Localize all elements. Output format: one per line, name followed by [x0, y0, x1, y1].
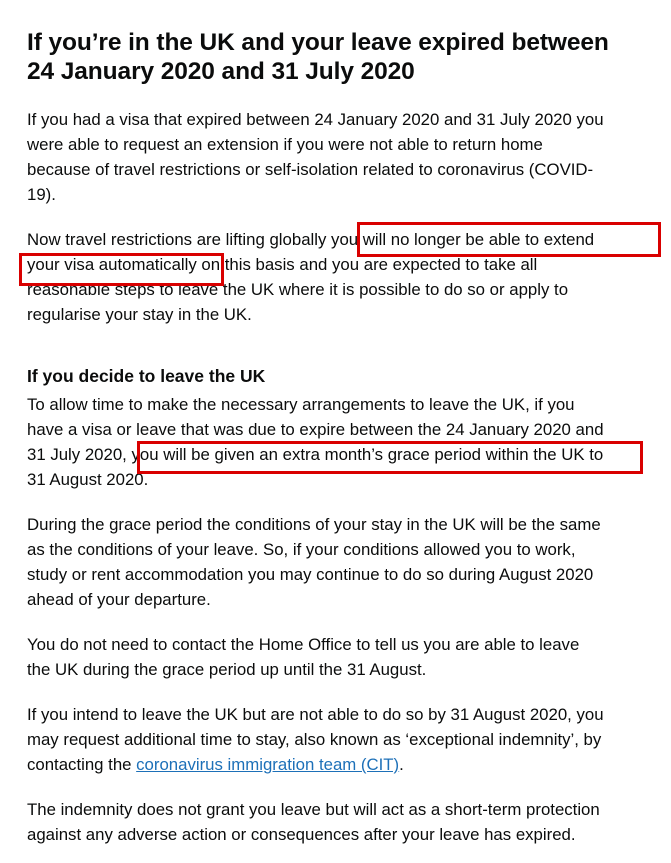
paragraph-grace-period	[27, 392, 657, 492]
highlighted-phrase-visa-automatically: your visa automatically	[27, 255, 197, 274]
text-line: 31 August 2020.	[27, 470, 149, 489]
text-line: study or rent accommodation you may continue to do so during August 2020	[27, 565, 594, 584]
text-line: .	[399, 755, 404, 774]
paragraph-no-contact-needed	[27, 632, 657, 682]
paragraph-travel-restrictions	[27, 227, 657, 327]
text-line: have a visa or leave that was due to expire between the 24 January 2020 and	[27, 420, 604, 439]
title-line-1: If you’re in the UK and your leave expired between	[27, 29, 609, 56]
article-content	[27, 28, 657, 847]
text-line: were able to request an extension if you were not able to return home	[27, 135, 543, 154]
page-title	[27, 28, 657, 86]
title-line-2: 24 January 2020 and 31 July 2020	[27, 58, 415, 85]
text-line: may request additional time to stay, also known as ‘exceptional indemnity’, by	[27, 730, 602, 749]
text-line: reasonable steps to leave the UK where it is possible to do so or apply to	[27, 280, 569, 299]
paragraph-indemnity-protection	[27, 797, 657, 847]
text-line: because of travel restrictions or self-isolation related to coronavirus (COVID-	[27, 160, 594, 179]
paragraph-extension-request	[27, 107, 657, 207]
text-line: as the conditions of your leave. So, if your conditions allowed you to work,	[27, 540, 576, 559]
text-line: against any adverse action or consequences after your leave has expired.	[27, 825, 576, 844]
paragraph-exceptional-indemnity	[27, 702, 657, 777]
text-line: If you had a visa that expired between 24 January 2020 and 31 July 2020 you	[27, 110, 604, 129]
text-line: The indemnity does not grant you leave but will act as a short-term protection	[27, 800, 600, 819]
text-line: You do not need to contact the Home Office to tell us you are able to leave	[27, 635, 580, 654]
text-line: If you intend to leave the UK but are not able to do so by 31 August 2020, you	[27, 705, 604, 724]
paragraph-conditions	[27, 512, 657, 612]
text-line: regularise your stay in the UK.	[27, 305, 252, 324]
highlighted-phrase-no-longer-extend: you will no longer be able to extend	[331, 230, 595, 249]
text-line: 19).	[27, 185, 56, 204]
text-line: the UK during the grace period up until the 31 August.	[27, 660, 427, 679]
text-line: During the grace period the conditions of your stay in the UK will be the same	[27, 515, 601, 534]
section-heading-leave-uk: If you decide to leave the UK	[27, 366, 266, 386]
text-line: To allow time to make the necessary arrangements to leave the UK, if you	[27, 395, 575, 414]
cit-contact-link[interactable]: coronavirus immigration team (CIT)	[136, 755, 400, 774]
text-line: to	[584, 445, 604, 464]
highlighted-phrase-grace-period: you will be given an extra month’s grace period within the UK	[131, 445, 585, 464]
text-line: 31 July 2020,	[27, 445, 132, 464]
text-line: on this basis and you are expected to take all	[196, 255, 538, 274]
text-line: ahead of your departure.	[27, 590, 211, 609]
text-line: contacting the	[27, 755, 137, 774]
text-line: Now travel restrictions are lifting globally	[27, 230, 332, 249]
